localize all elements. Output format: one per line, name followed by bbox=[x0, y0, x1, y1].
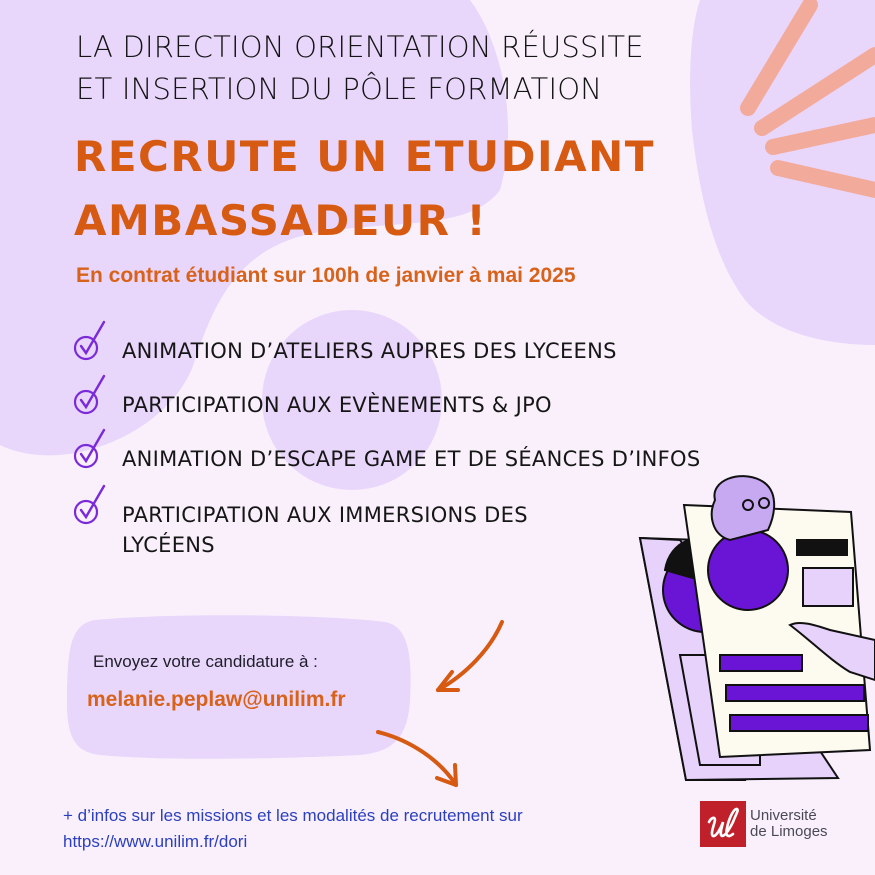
apply-bubble bbox=[67, 615, 411, 759]
apply-label: Envoyez votre candidature à : bbox=[93, 652, 318, 671]
university-logo bbox=[700, 801, 828, 847]
mission-item bbox=[72, 336, 617, 366]
mission-item bbox=[72, 500, 528, 560]
check-circle-icon bbox=[72, 372, 110, 416]
logo-mark-icon bbox=[700, 801, 746, 847]
check-circle-icon bbox=[72, 426, 110, 470]
resume-illustration bbox=[640, 476, 875, 780]
arrow-down-left-icon bbox=[438, 622, 502, 690]
contract-subtitle: En contrat étudiant sur 100h de janvier à mai 2025 bbox=[76, 264, 576, 287]
more-info-link[interactable]: https://www.unilim.fr/dori bbox=[63, 832, 248, 851]
mission-label bbox=[122, 500, 528, 560]
mission-label: PARTICIPATION AUX EVÈNEMENTS & JPO bbox=[122, 393, 552, 417]
mission-label-line-1: PARTICIPATION AUX IMMERSIONS DES bbox=[122, 503, 528, 527]
mission-label: ANIMATION D’ESCAPE GAME ET DE SÉANCES D’INFOS bbox=[122, 447, 701, 471]
logo-name-line-2: de Limoges bbox=[750, 823, 828, 840]
mission-label-line-2: LYCÉENS bbox=[122, 533, 215, 557]
more-info-text: + d’infos sur les missions et les modalités de recrutement sur bbox=[63, 806, 523, 825]
mission-label: ANIMATION D’ATELIERS AUPRES DES LYCEENS bbox=[122, 339, 617, 363]
mission-item bbox=[72, 390, 552, 420]
header-line-2: ET INSERTION DU PÔLE FORMATION bbox=[76, 72, 603, 106]
apply-email-link[interactable]: melanie.peplaw@unilim.fr bbox=[87, 688, 346, 711]
logo-name bbox=[750, 808, 828, 840]
mission-item bbox=[72, 444, 701, 474]
header-line-1: LA DIRECTION ORIENTATION RÉUSSITE bbox=[76, 30, 644, 64]
headline-line-2: AMBASSADEUR ! bbox=[74, 196, 488, 245]
headline-line-1: RECRUTE UN ETUDIANT bbox=[74, 132, 655, 181]
logo-name-line-1: Université bbox=[750, 807, 817, 824]
check-circle-icon bbox=[72, 482, 110, 526]
check-circle-icon bbox=[72, 318, 110, 362]
more-info bbox=[63, 803, 523, 855]
